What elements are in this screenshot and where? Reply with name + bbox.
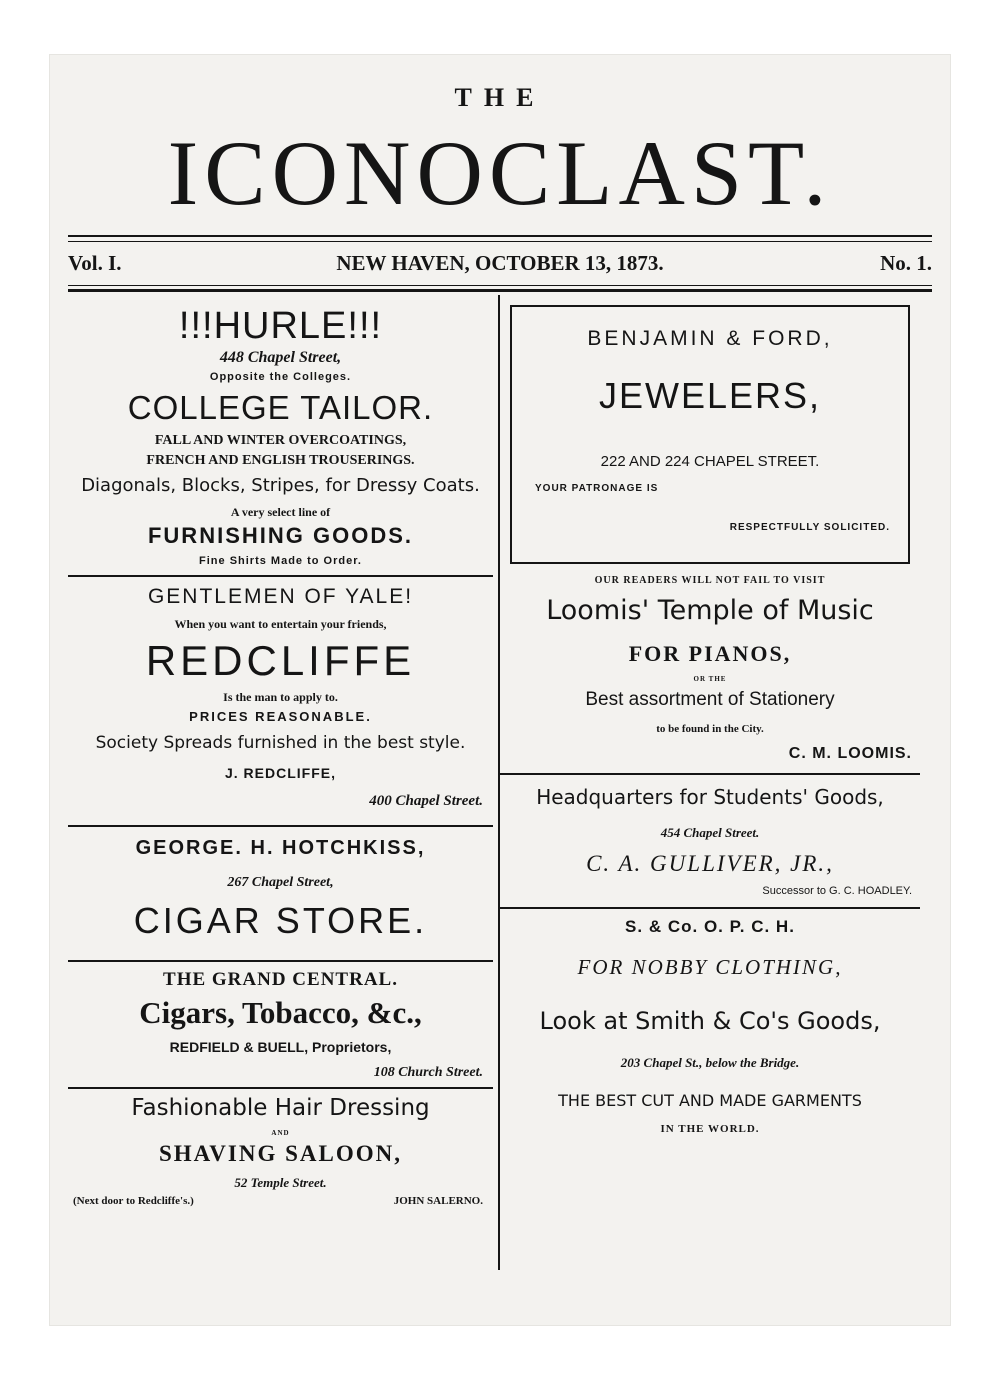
redcliffe-name: REDCLIFFE [145,637,416,684]
masthead-the: THE [454,83,546,112]
volume-label: Vol. I. [68,251,122,275]
gulliver-name: C. A. GULLIVER, JR., [586,851,834,876]
redcliffe-line4: PRICES REASONABLE. [189,709,372,724]
hotchkiss-name: GEORGE. H. HOTCHKISS, [135,837,426,859]
gulliver-successor: Successor to G. C. HOADLEY. [762,885,912,897]
hurle-headline: COLLEGE TAILOR. [127,389,434,426]
central-address: 108 Church Street. [373,1065,483,1080]
smith-line4: IN THE WORLD. [660,1123,760,1135]
left-rule-4 [68,1087,493,1089]
hotchkiss-headline: CIGAR STORE. [133,900,428,941]
redcliffe-line5: Society Spreads furnished in the best style. [95,733,466,753]
salerno-line2: SHAVING SALOON, [158,1141,403,1166]
right-rule-2 [500,907,920,909]
hurle-line5: FURNISHING GOODS. [147,523,413,548]
left-rule-3 [68,960,493,962]
jewelers-address: 222 AND 224 CHAPEL STREET. [600,453,820,470]
hurle-line1: FALL AND WINTER OVERCOATINGS, [154,433,407,448]
gulliver-address: 454 Chapel Street. [660,825,760,840]
salerno-sign: JOHN SALERNO. [393,1195,483,1207]
column-divider [498,295,500,1270]
redcliffe-sign: J. REDCLIFFE, [224,765,336,781]
masthead-rule-top [68,235,932,237]
issue-number: No. 1. [880,251,932,275]
loomis-headline: Loomis' Temple of Music [546,595,874,626]
salerno-address: 52 Temple Street. [234,1175,327,1190]
jewelers-line2: RESPECTFULLY SOLICITED. [729,522,890,533]
smith-address: 203 Chapel St., below the Bridge. [620,1055,800,1070]
hurle-name: !!!HURLE!!! [178,305,383,347]
right-rule-1 [500,773,920,775]
smith-name: S. & Co. O. P. C. H. [625,917,795,936]
hurle-address: 448 Chapel Street, [219,349,342,366]
loomis-sign: C. M. LOOMIS. [788,745,912,762]
salerno-nextdoor: (Next door to Redcliffe's.) [73,1195,194,1207]
jewelers-line1: YOUR PATRONAGE IS [535,483,659,494]
hurle-line4: A very select line of [230,505,331,519]
masthead-rule-bottom-thin [68,285,932,286]
masthead-title: ICONOCLAST. [167,122,833,224]
left-rule-2 [68,825,493,827]
loomis-or: OR THE [693,675,727,683]
loomis-line1: OUR READERS WILL NOT FAIL TO VISIT [594,575,826,586]
redcliffe-line2: When you want to entertain your friends, [174,617,387,631]
loomis-line4: to be found in the City. [656,723,764,735]
loomis-line3: Best assortment of Stationery [585,689,835,710]
loomis-line2: FOR PIANOS, [628,641,792,666]
redcliffe-line3: Is the man to apply to. [223,690,338,704]
jewelers-name: BENJAMIN & FORD, [587,327,833,350]
central-name: THE GRAND CENTRAL. [163,969,398,990]
central-headline: Cigars, Tobacco, &c., [139,995,422,1030]
central-proprietors: REDFIELD & BUELL, Proprietors, [169,1039,392,1055]
smith-line3: THE BEST CUT AND MADE GARMENTS [558,1091,862,1110]
salerno-and: AND [271,1129,290,1137]
hurle-opposite: Opposite the Colleges. [209,371,352,383]
left-rule-1 [68,575,493,577]
dateline: NEW HAVEN, OCTOBER 13, 1873. [336,251,664,275]
hurle-line3: Diagonals, Blocks, Stripes, for Dressy Coats. [81,475,480,496]
smith-line1: FOR NOBBY CLOTHING, [577,955,843,979]
masthead-rule-top-thin [68,241,932,242]
redcliffe-line1: GENTLEMEN OF YALE! [147,585,414,608]
hotchkiss-address: 267 Chapel Street, [227,875,334,890]
hurle-line2: FRENCH AND ENGLISH TROUSERINGS. [146,453,415,468]
masthead-rule-bottom [68,289,932,292]
gulliver-headline: Headquarters for Students' Goods, [536,785,884,809]
salerno-line1: Fashionable Hair Dressing [131,1095,430,1121]
redcliffe-address: 400 Chapel Street. [369,793,483,809]
newspaper-page [50,55,950,1325]
jewelers-headline: JEWELERS, [598,375,822,416]
smith-line2: Look at Smith & Co's Goods, [539,1007,881,1035]
hurle-line6: Fine Shirts Made to Order. [199,555,362,567]
